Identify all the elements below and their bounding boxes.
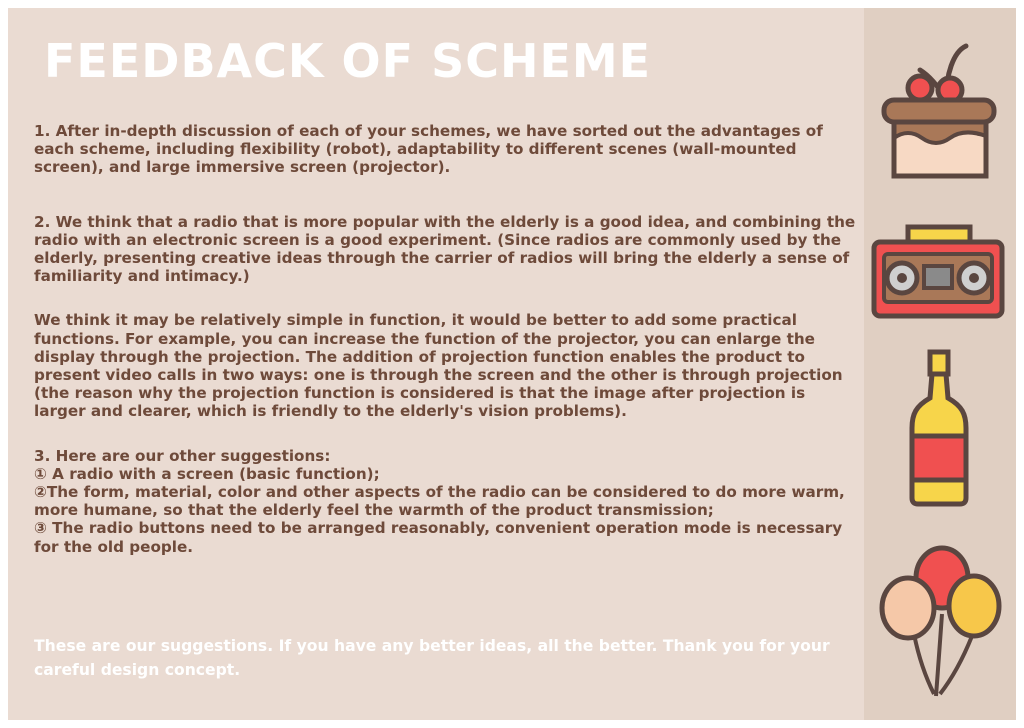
document-page bbox=[8, 8, 1016, 720]
suggestion-item: ③ The radio buttons need to be arranged reasonably, convenient operation mode is necessary for the old people. bbox=[34, 519, 843, 556]
suggestion-item: ① A radio with a screen (basic function); bbox=[34, 464, 380, 483]
paragraph-1: 1. After in-depth discussion of each of your schemes, we have sorted out the advantages of each scheme, including flexibility (robot), adaptability to different scenes (wall-mounted screen), and large immersive screen (projector). bbox=[34, 122, 823, 177]
page-title: FEEDBACK OF SCHEME bbox=[44, 34, 652, 88]
cake-icon bbox=[878, 40, 998, 182]
paragraph-3: We think it may be relatively simple in function, it would be better to add some practical functions. For example, you can increase the function of the projector, you can enlarge the display through the projection. The addition of projection function enables the product to present video calls in two ways: one is through the screen and the other is through projection (the reason why the projection function is considered is that the image after projection is larger and clearer, which is friendly to the elderly's vision problems). bbox=[34, 311, 843, 421]
feedback-body bbox=[34, 122, 862, 556]
closing-note: These are our suggestions. If you have any better ideas, all the better. Thank you for your careful design concept. bbox=[34, 637, 830, 679]
bottle-icon bbox=[908, 348, 970, 508]
suggestions-heading: 3. Here are our other suggestions: bbox=[34, 446, 331, 465]
suggestion-item: ②The form, material, color and other aspects of the radio can be considered to do more warm, more humane, so that the elderly feel the warmth of the product transmission; bbox=[34, 483, 845, 520]
balloons-icon bbox=[874, 544, 1004, 700]
paragraph-2: 2. We think that a radio that is more popular with the elderly is a good idea, and combining the radio with an electronic screen is a good experiment. (Since radios are commonly used by the elderly, presenting creative ideas through the carrier of radios will bring the elderly a sense of familiarity and intimacy.) bbox=[34, 212, 856, 286]
radio-icon bbox=[870, 224, 1006, 320]
